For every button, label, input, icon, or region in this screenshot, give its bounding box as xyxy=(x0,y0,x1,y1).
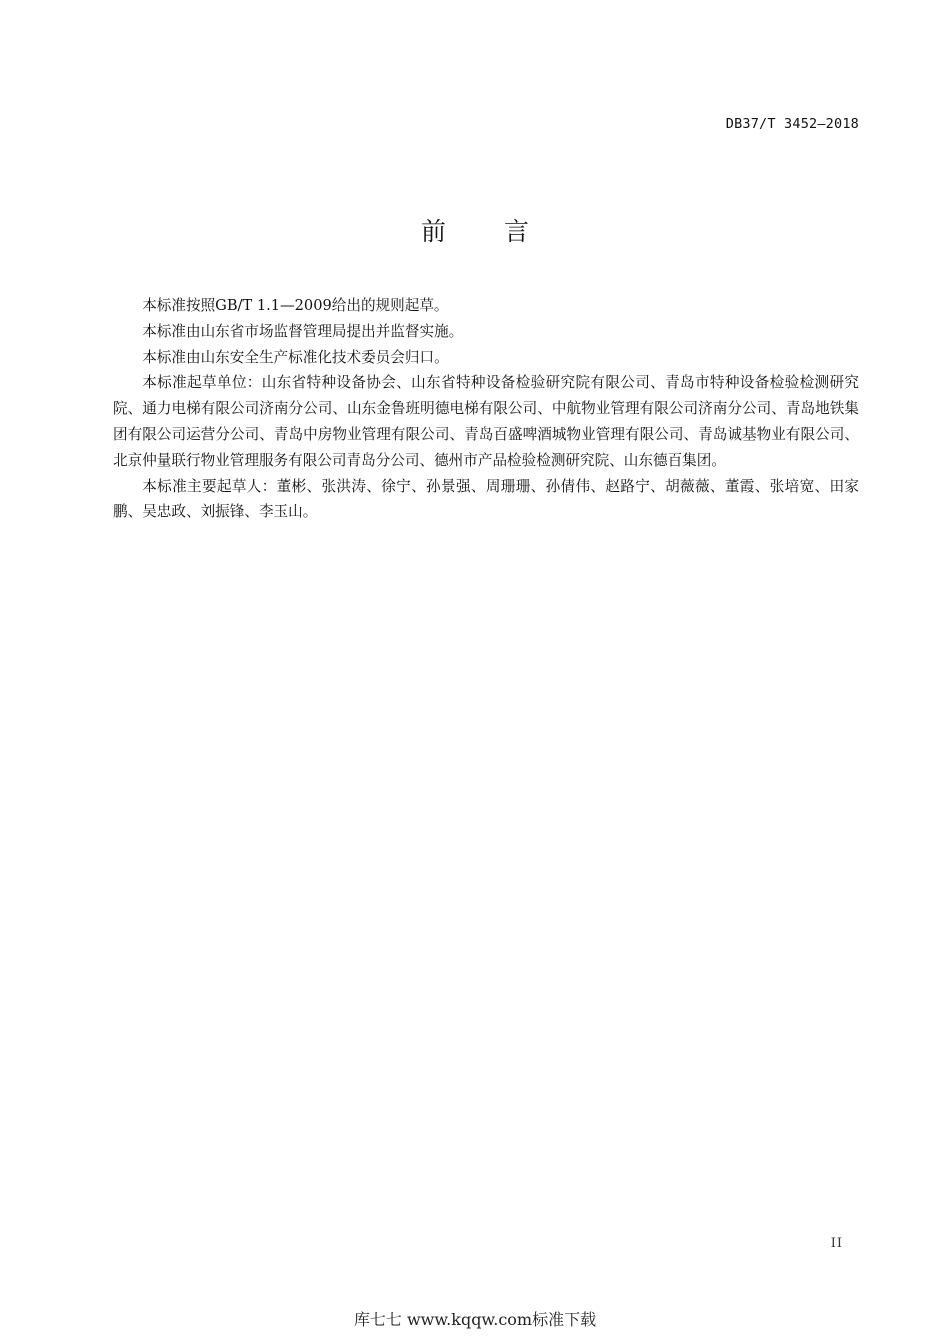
section-title: 前言 xyxy=(420,217,587,246)
paragraph-centralized-by: 本标准由山东安全生产标准化技术委员会归口。 xyxy=(142,348,449,366)
foreword-body xyxy=(113,293,859,525)
footer-watermark: 库七七 www.kqqw.com标准下载 xyxy=(353,1310,597,1329)
document-code: DB37/T 3452—2018 xyxy=(725,116,859,132)
paragraph-proposer: 本标准由山东省市场监督管理局提出并监督实施。 xyxy=(142,322,464,340)
paragraph-main-drafters: 本标准主要起草人：董彬、张洪涛、徐宁、孙景强、周珊珊、孙倩伟、赵路宁、胡薇薇、董霞、张培宽、田家鹏、吴忠政、刘振锋、李玉山。 xyxy=(113,477,859,521)
paragraph-drafting-rules: 本标准按照GB/T 1.1—2009给出的规则起草。 xyxy=(142,297,449,314)
paragraph-drafting-units: 本标准起草单位：山东省特种设备协会、山东省特种设备检验研究院有限公司、青岛市特种设备检验检测研究院、通力电梯有限公司济南分公司、山东金鲁班明德电梯有限公司、中航物业管理有限公司济南分公司、青岛地铁集团有限公司运营分公司、青岛中房物业管理有限公司、青岛百盛啤酒城物业管理有限公司、青岛诚基物业有限公司、北京仲量联行物业管理服务有限公司青岛分公司、德州市产品检验检测研究院、山东德百集团。 xyxy=(113,374,859,469)
page-number: II xyxy=(830,1236,843,1251)
